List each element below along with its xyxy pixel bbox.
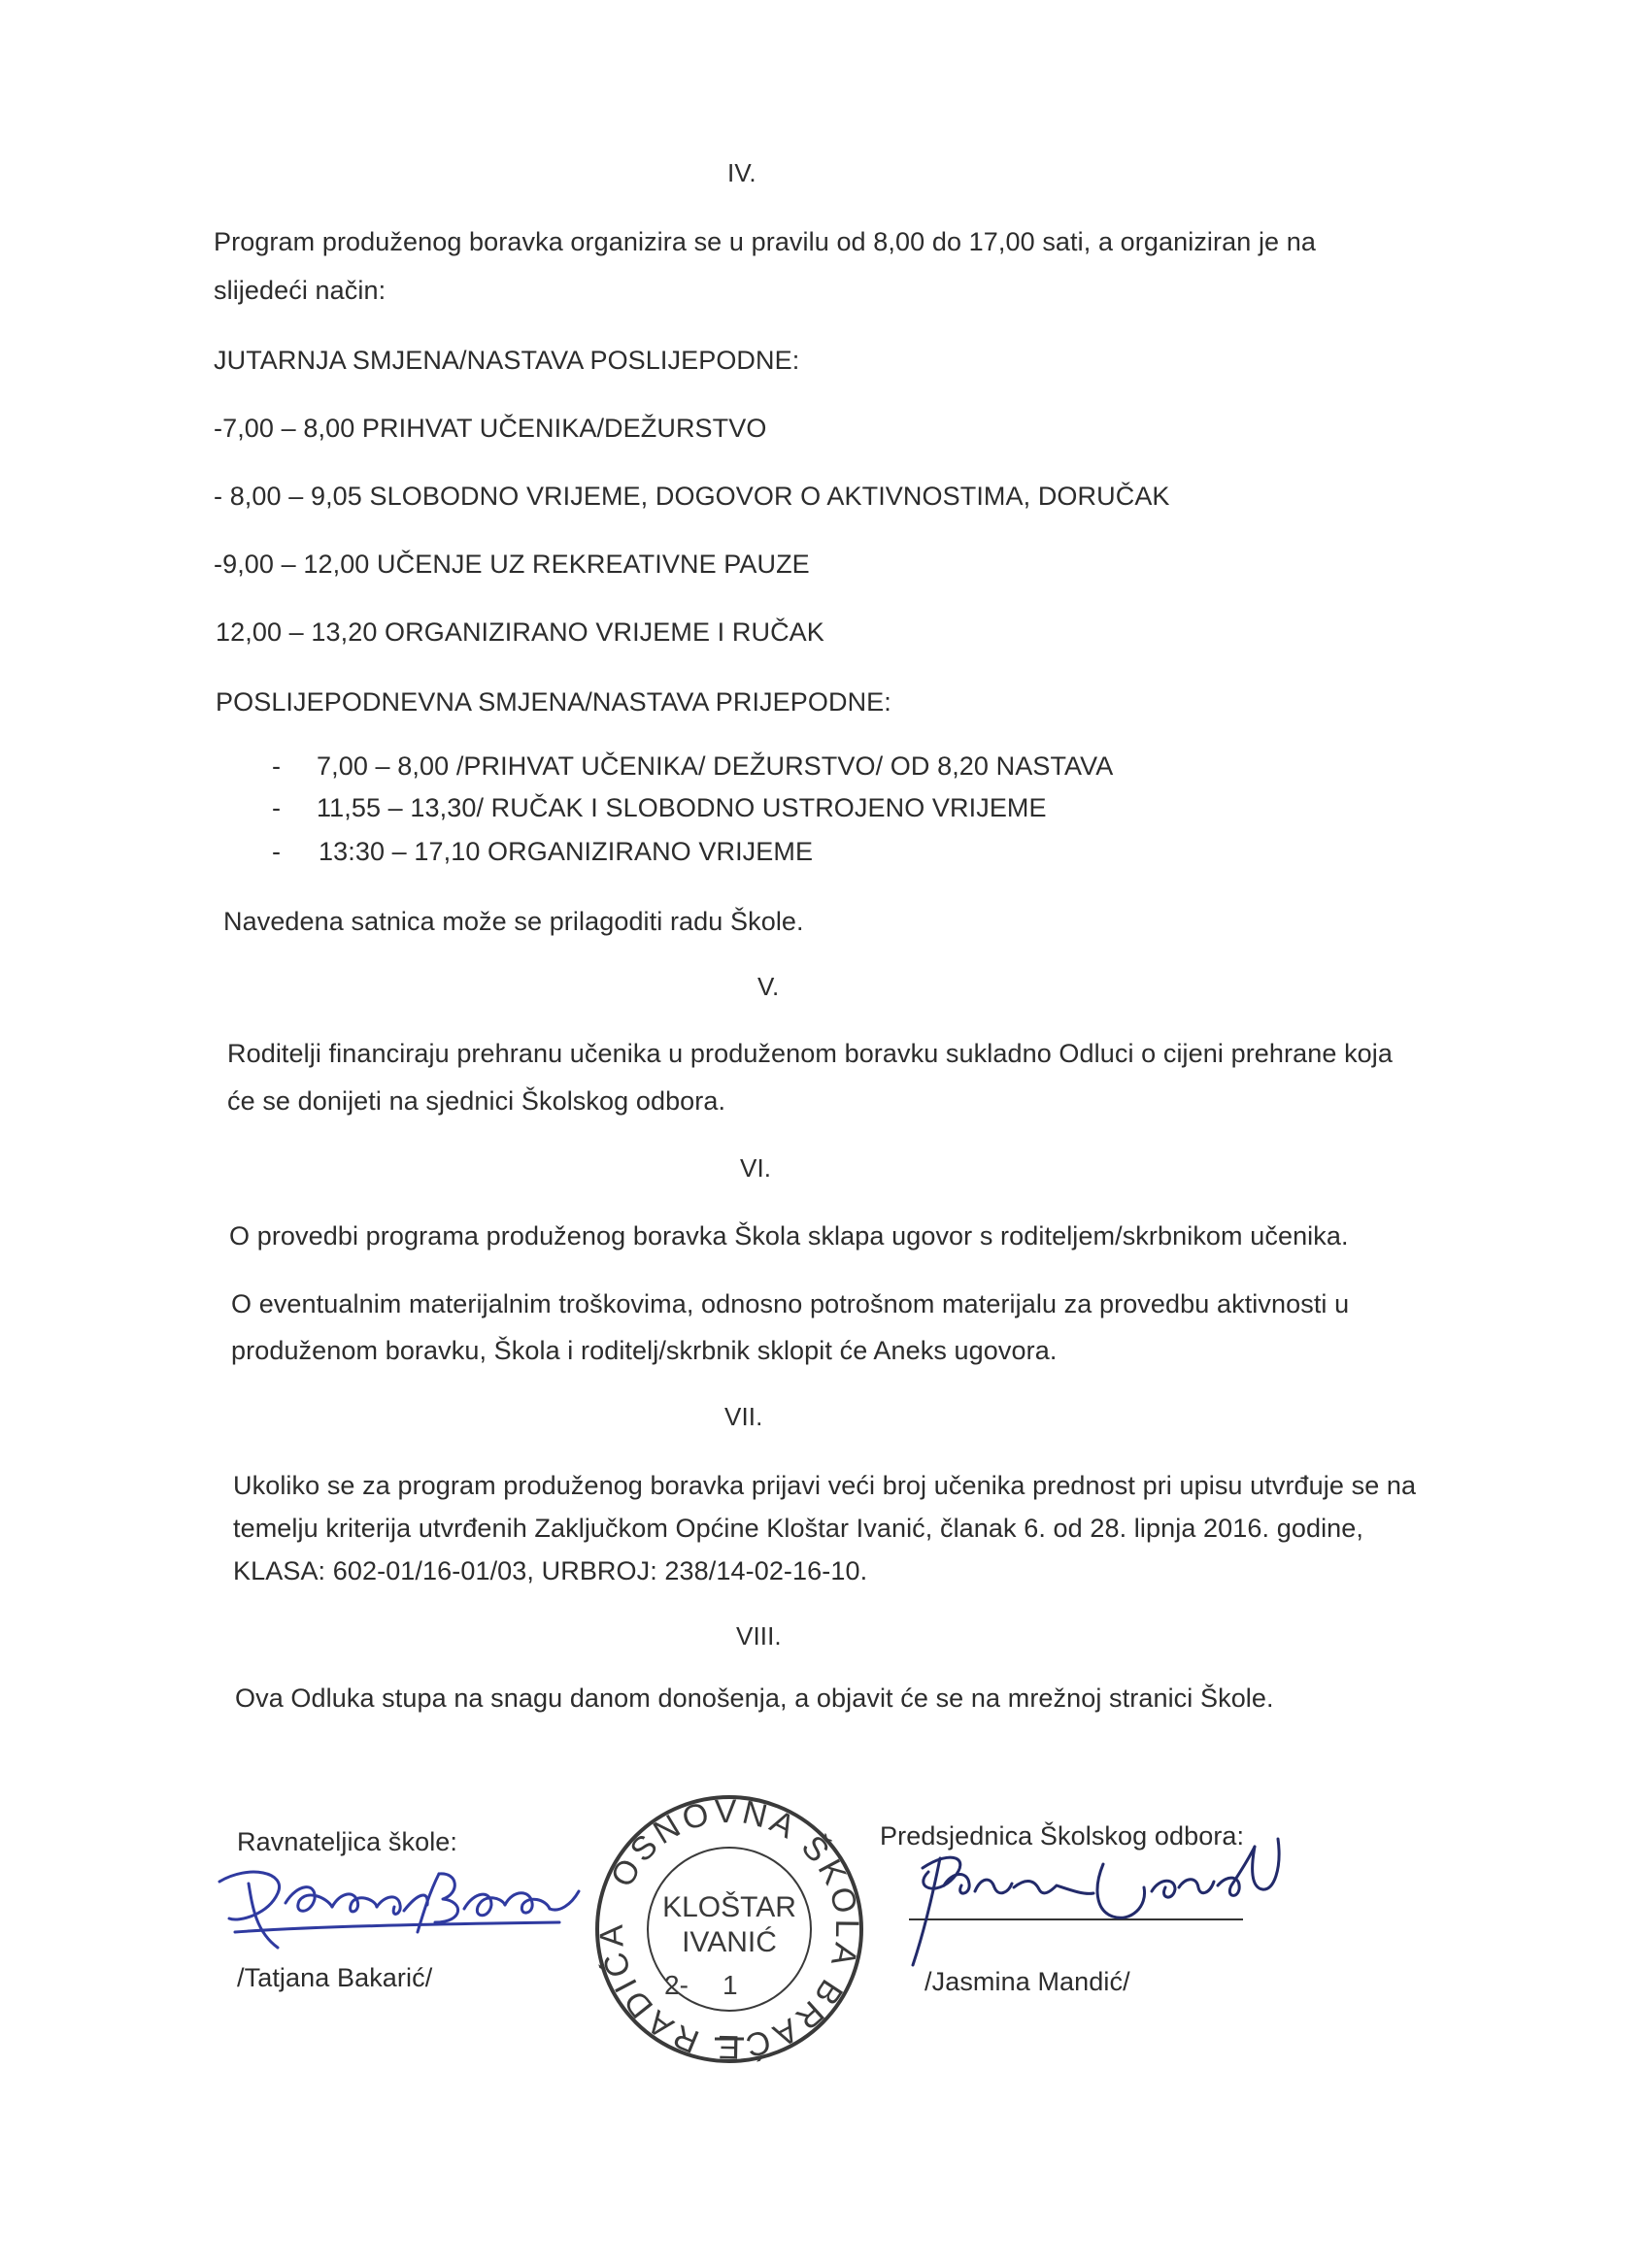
section-v-line1: Roditelji financiraju prehranu učenika u produženom boravku sukladno Odluci o cijeni prehrane koja [227, 1039, 1394, 1068]
section-iv-intro-line2: slijedeći način: [214, 276, 387, 305]
section-vii-heading: VII. [724, 1402, 763, 1431]
stamp-center-line2: IVANIĆ [682, 1926, 777, 1958]
morning-item-2: - 8,00 – 9,05 SLOBODNO VRIJEME, DOGOVOR O AKTIVNOSTIMA, DORUČAK [214, 482, 1170, 511]
morning-item-4: 12,00 – 13,20 ORGANIZIRANO VRIJEME I RUČAK [216, 617, 824, 647]
section-vii-line1: Ukoliko se za program produženog boravka prijavi veći broj učenika prednost pri upisu utvrđuje se na [233, 1471, 1417, 1500]
section-iv-heading: IV. [727, 158, 756, 187]
section-vi-para1: O provedbi programa produženog boravka Škola sklapa ugovor s roditeljem/skrbnikom učenika. [229, 1221, 1349, 1251]
stamp-center-line1: KLOŠTAR [662, 1891, 796, 1923]
stamp-number-left: 2- [664, 1970, 689, 2000]
section-v-line2: će se donijeti na sjednici Školskog odbora. [227, 1086, 726, 1116]
bullet-marker: - [272, 837, 281, 866]
section-v-heading: V. [757, 972, 780, 1001]
section-iv-intro-line1: Program produženog boravka organizira se u pravilu od 8,00 do 17,00 sati, a organiziran je na [214, 227, 1316, 256]
section-vii-line2: temelju kriterija utvrđenih Zaključkom Općine Kloštar Ivanić, članak 6. od 28. lipnja 2016. godine, [233, 1514, 1364, 1543]
principal-signature [210, 1854, 618, 1961]
section-vi-para2-line2: produženom boravku, Škola i roditelj/skrbnik sklopit će Aneks ugovora. [231, 1336, 1058, 1365]
board-president-name: /Jasmina Mandić/ [924, 1967, 1130, 1996]
morning-item-1: -7,00 – 8,00 PRIHVAT UČENIKA/DEŽURSTVO [214, 414, 767, 443]
schedule-note: Navedena satnica može se prilagoditi radu Škole. [223, 907, 804, 936]
section-viii-line1: Ova Odluka stupa na snagu danom donošenja, a objavit će se na mrežnoj stranici Škole. [235, 1684, 1274, 1713]
stamp-ring-text: OSNOVNA ŠKOLA BRAĆE RADIĆA [592, 1792, 866, 2066]
section-vi-heading: VI. [740, 1153, 772, 1183]
bullet-marker: - [272, 793, 281, 822]
board-president-title: Predsjednica Školskog odbora: [880, 1821, 1245, 1851]
morning-shift-title: JUTARNJA SMJENA/NASTAVA POSLIJEPODNE: [214, 346, 800, 375]
afternoon-item-1: 7,00 – 8,00 /PRIHVAT UČENIKA/ DEŽURSTVO/ OD 8,20 NASTAVA [317, 751, 1114, 781]
section-viii-heading: VIII. [736, 1621, 782, 1651]
afternoon-item-2: 11,55 – 13,30/ RUČAK I SLOBODNO USTROJENO VRIJEME [317, 793, 1047, 822]
afternoon-item-3: 13:30 – 17,10 ORGANIZIRANO VRIJEME [319, 837, 814, 866]
principal-title: Ravnateljica škole: [237, 1827, 458, 1856]
morning-item-3: -9,00 – 12,00 UČENJE UZ REKREATIVNE PAUZE [214, 550, 810, 579]
section-vii-line3: KLASA: 602-01/16-01/03, URBROJ: 238/14-02-16-10. [233, 1556, 868, 1585]
principal-name: /Tatjana Bakarić/ [237, 1963, 433, 1992]
school-stamp [588, 1788, 870, 2070]
section-vi-para2-line1: O eventualnim materijalnim troškovima, odnosno potrošnom materijalu za provedbu aktivnosti u [231, 1289, 1350, 1318]
stamp-number-right: 1 [723, 1970, 738, 2000]
bullet-marker: - [272, 751, 281, 781]
afternoon-shift-title: POSLIJEPODNEVNA SMJENA/NASTAVA PRIJEPODNE: [216, 687, 891, 717]
board-president-signature [893, 1829, 1301, 1975]
